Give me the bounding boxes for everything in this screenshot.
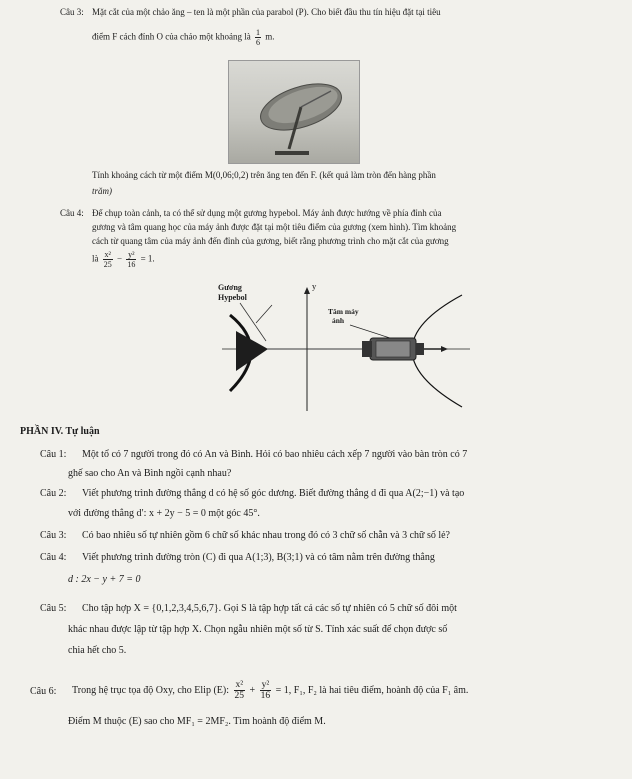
c6-f1-den: 25 [234,691,245,701]
c6-line-2: Điểm M thuộc (E) sao cho MF₁ = 2MF₂. Tìm hoành độ điểm M. [68,716,326,727]
q3-line-2 [92,28,274,47]
c6-f2-den: 16 [260,691,271,701]
camera-label-1: Tâm máy [328,307,359,316]
q3-label: Câu 3: [60,7,84,17]
c6-fraction-x [234,680,246,701]
y-axis-arrow [304,287,310,294]
c6-f2-num: y² [261,680,270,690]
c1-line-2: ghế sao cho An và Bình ngồi cạnh nhau? [68,468,232,479]
c6-f1-num: x² [235,680,244,690]
q4-line-1: Để chụp toàn cảnh, ta có thể sử dụng một gương hypebol. Máy ảnh được hướng về phía đỉnh của [92,208,442,218]
y-axis-label: y [312,281,317,291]
c6-plus: + [249,684,256,696]
hyperbolic-mirror-diagram [212,283,474,413]
c3-label: Câu 3: [40,530,67,541]
mirror-label-1: Gương [218,283,242,292]
mirror-camera-figure [212,283,474,413]
c5-line-1: Cho tập hợp X = {0,1,2,3,4,5,6,7}. Gọi S là tập hợp tất cả các số tự nhiên có 5 chữ số đôi một [82,603,457,614]
q3-line-2-text: điểm F cách đỉnh O của chảo một khoảng là [92,31,251,42]
q4-line-4 [92,250,155,269]
q4-f1-num: x² [104,250,111,259]
q4-fraction-x [103,250,113,269]
q3-fraction [255,28,261,47]
q3-line-3: Tính khoảng cách từ một điểm M(0,06;0,2) trên ăng ten đến F. (kết quả làm tròn đến hàng phần [92,170,436,180]
q4-line-4-text: là [92,253,99,264]
q3-line-2-unit: m. [265,31,275,42]
c5-label: Câu 5: [40,603,67,614]
q4-label: Câu 4: [60,208,84,218]
c6-label: Câu 6: [30,686,57,697]
c5-line-3: chia hết cho 5. [68,645,127,656]
c1-label: Câu 1: [40,449,67,460]
q4-f2-den: 16 [127,260,136,269]
q4-fraction-y [126,250,136,269]
c2-line-2: với đường thẳng d′: x + 2y − 5 = 0 một góc 45°. [68,508,260,519]
c5-line-2: khác nhau được lập từ tập hợp X. Chọn ngẫu nhiên một số từ S. Tính xác suất để chọn được số [68,624,448,635]
q4-line-2: gương và tâm quang học của máy ảnh được đặt tại một tiêu điểm của gương (xem hình). Tìm khoảng [92,222,457,232]
c6-line-1-text: Trong hệ trục tọa độ Oxy, cho Elip (E): [72,684,230,696]
satellite-dish-icon [229,61,359,163]
c4-label: Câu 4: [40,552,67,563]
section-title: PHẦN IV. Tự luận [20,426,100,437]
c6-line-1-rest: = 1, F₁, F₂ là hai tiêu điểm, hoành độ của F₁ âm. [275,684,469,696]
q4-line-3: cách từ quang tâm của máy ảnh đến đỉnh của gương, biết rằng phương trình cho mặt cắt của gương [92,236,449,246]
q4-minus: − [117,253,123,264]
q3-line-1: Mặt cắt của một chảo ăng – ten là một phần của parabol (P). Cho biết đầu thu tín hiệu đặt tại tiêu [92,7,441,17]
camera-label-2: ảnh [332,316,345,325]
q4-f2-num: y² [128,250,135,259]
q4-f1-den: 25 [103,260,112,269]
c4-line-2: d : 2x − y + 7 = 0 [68,574,141,585]
c3-line-1: Có bao nhiêu số tự nhiên gồm 6 chữ số khác nhau trong đó có 3 chữ số chẵn và 3 chữ số lẻ? [82,530,450,541]
q4-equals: = 1. [140,253,155,264]
c1-line-1: Một tổ có 7 người trong đó có An và Bình. Hỏi có bao nhiêu cách xếp 7 người vào bàn tròn có 7 [82,449,468,460]
c6-fraction-y [260,680,272,701]
c2-label: Câu 2: [40,488,67,499]
c4-line-1: Viết phương trình đường tròn (C) đi qua A(1;3), B(3;1) và có tâm nằm trên đường thẳng [82,552,435,563]
satellite-dish-photo [228,60,360,164]
q3-frac-num: 1 [255,28,260,37]
mirror-label-2: Hypebol [218,293,247,302]
c2-line-1: Viết phương trình đường thẳng d có hệ số góc dương. Biết đường thẳng d đi qua A(2;−1) và tạo [82,488,465,499]
c6-line-1 [72,680,468,701]
q3-frac-den: 6 [255,38,260,47]
q3-line-4: trăm) [92,186,112,196]
